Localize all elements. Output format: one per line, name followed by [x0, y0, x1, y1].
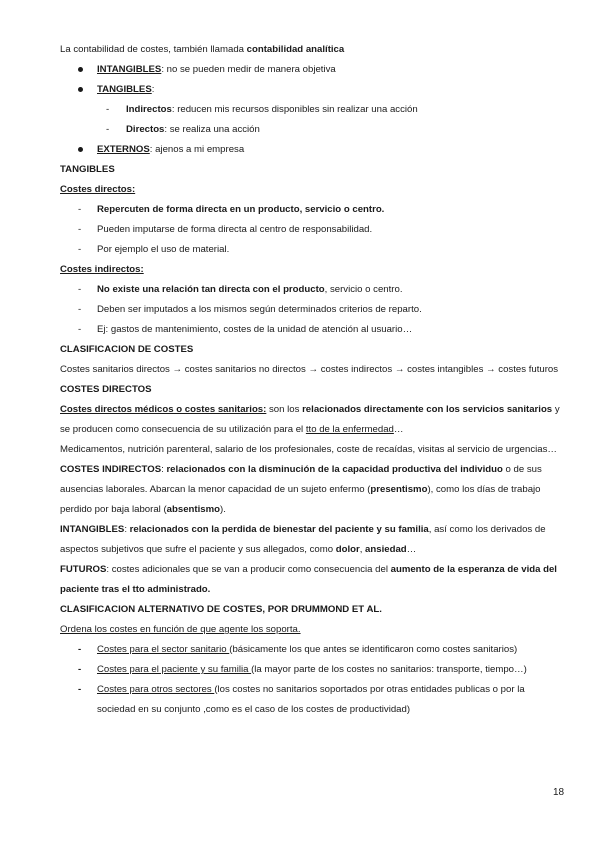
bullet-dot [78, 67, 83, 72]
list-item: - Costes para el paciente y su familia (la mayor parte de los costes no sanitarios: transporte, tiempo…) [78, 664, 527, 675]
costes-directos-examples: Medicamentos, nutrición parenteral, salario de los profesionales, coste de recaídas, visitas al servicio de urgencias… [60, 444, 557, 455]
costes-indirectos-paragraph: COSTES INDIRECTOS: relacionados con la disminución de la capacidad productiva del individuo o de sus ausencias laborales. Abarcan la menor capacidad de un sujeto enfermo (presentismo), como los días de trabajo perdido por baja laboral (absentismo). [60, 464, 542, 515]
list-item: - Deben ser imputados a los mismos según determinados criterios de reparto. [78, 304, 422, 315]
page-number: 18 [553, 787, 565, 798]
heading-tangibles: TANGIBLES [60, 164, 115, 175]
list-item: - Costes para el sector sanitario (básicamente los que antes se identificaron como costes sanitarios) [78, 644, 518, 655]
heading-costes-indirectos: Costes indirectos: [60, 264, 144, 275]
clasificacion-text: Costes sanitarios directos → costes sanitarios no directos → costes indirectos → costes intangibles → costes futuros [60, 364, 559, 375]
intro-line: La contabilidad de costes, también llamada contabilidad analítica [60, 44, 345, 55]
ordena-line: Ordena los costes en función de que agente los soporta. [60, 624, 301, 635]
bullet-tangibles: TANGIBLES: [60, 80, 560, 100]
sub-item-directos: - Directos: se realiza una acción [106, 124, 260, 135]
heading-costes-directos-section: COSTES DIRECTOS [60, 384, 152, 395]
document-page [60, 40, 560, 720]
list-item: - Costes para otros sectores (los costes no sanitarios soportados por otras entidades publicas o por la sociedad en su conjunto ,como es el caso de los costes de productividad) [78, 684, 525, 715]
bullet-externos: EXTERNOS: ajenos a mi empresa [60, 140, 560, 160]
list-item: - Repercuten de forma directa en un producto, servicio o centro. [78, 204, 385, 215]
bullet-dot [78, 147, 83, 152]
list-item: - Ej: gastos de mantenimiento, costes de la unidad de atención al usuario… [78, 324, 413, 335]
sub-item-indirectos: - Indirectos: reducen mis recursos disponibles sin realizar una acción [106, 104, 418, 115]
intangibles-paragraph: INTANGIBLES: relacionados con la perdida de bienestar del paciente y su familia, así como los derivados de aspectos subjetivos que sufre el paciente y sus allegados, como dolor, ansiedad… [60, 524, 546, 555]
list-item: - Pueden imputarse de forma directa al centro de responsabilidad. [78, 224, 373, 235]
heading-clasificacion: CLASIFICACION DE COSTES [60, 344, 194, 355]
bullet-intangibles: INTANGIBLES: no se pueden medir de manera objetiva [60, 60, 560, 80]
list-item: - No existe una relación tan directa con el producto, servicio o centro. [78, 284, 403, 295]
heading-costes-directos: Costes directos: [60, 184, 136, 195]
heading-clasificacion-alternativo: CLASIFICACION ALTERNATIVO DE COSTES, POR DRUMMOND ET AL. [60, 604, 382, 615]
list-item: - Por ejemplo el uso de material. [78, 244, 230, 255]
costes-directos-paragraph: Costes directos médicos o costes sanitarios: son los relacionados directamente con los servicios sanitarios y se producen como consecuencia de su utilización para el tto de la enfermedad… [60, 404, 560, 435]
futuros-paragraph: FUTUROS: costes adicionales que se van a producir como consecuencia del aumento de la esperanza de vida del paciente tras el tto administrado. [60, 564, 557, 595]
bullet-dot [78, 87, 83, 92]
